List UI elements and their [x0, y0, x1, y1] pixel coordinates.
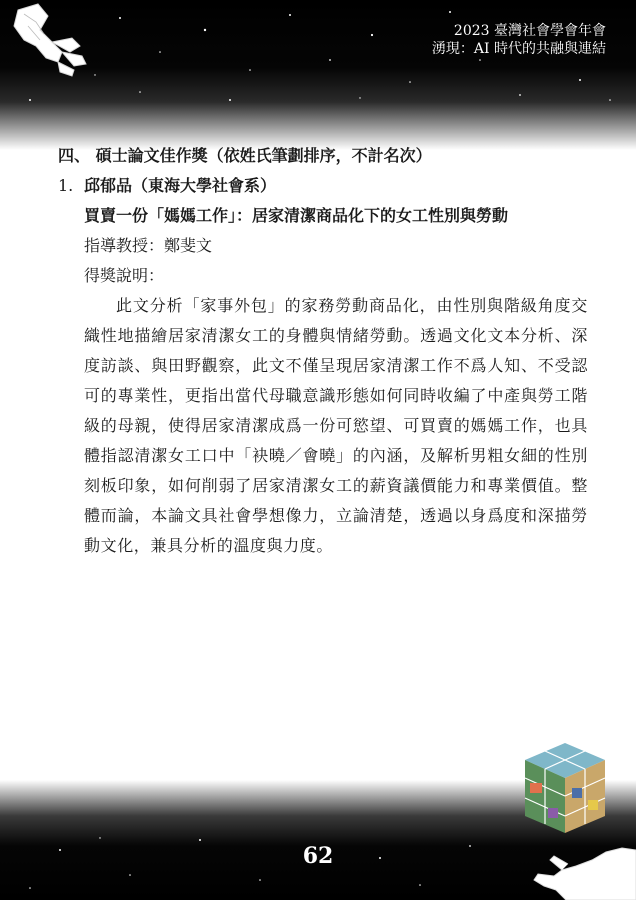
- conference-header: [432, 22, 606, 58]
- colorful-cube-illustration: [520, 738, 610, 838]
- page-number: 62: [302, 843, 334, 869]
- conference-title: 2023 臺灣社會學會年會: [453, 23, 606, 39]
- conference-theme: 湧現：AI 時代的共融與連結: [431, 41, 606, 57]
- advisor-line: 指導教授：鄭斐文: [84, 236, 213, 255]
- award-reason-label: 得獎說明：: [84, 266, 165, 285]
- robot-hand-illustration: [0, 0, 120, 80]
- section-heading: 四、 碩士論文佳作獎（依姓氏筆劃排序，不計名次）: [58, 146, 432, 165]
- award-description: 此文分析「家事外包」的家務勞動商品化，由性別與階級角度交織性地描繪居家清潔女工的身體與情緒勞動。透過文化文本分析、深度訪談、與田野觀察，此文不僅呈現居家清潔工作不爲人知、不受認可的專業性，更指出當代母職意識形態如何同時收編了中產與勞工階級的母親，使得居家清潔成爲一份可慾望、可買賣的媽媽工作，也具體指認清潔女工口中「袂曉／會曉」的內涵，及解析男粗女細的性別刻板印象，如何削弱了居家清潔女工的薪資議價能力和專業價值。整體而論，本論文具社會學想像力，立論清楚，透過以身爲度和深描勞動文化，兼具分析的溫度與力度。: [84, 296, 588, 555]
- document-content: [58, 141, 588, 577]
- thesis-title: 買賣一份「媽媽工作」：居家清潔商品化下的女工性別與勞動: [84, 206, 509, 225]
- award-entry-author: [58, 171, 588, 201]
- entry-number: 1.: [58, 176, 74, 195]
- author-name: 邱郁品（東海大學社會系）: [84, 176, 277, 195]
